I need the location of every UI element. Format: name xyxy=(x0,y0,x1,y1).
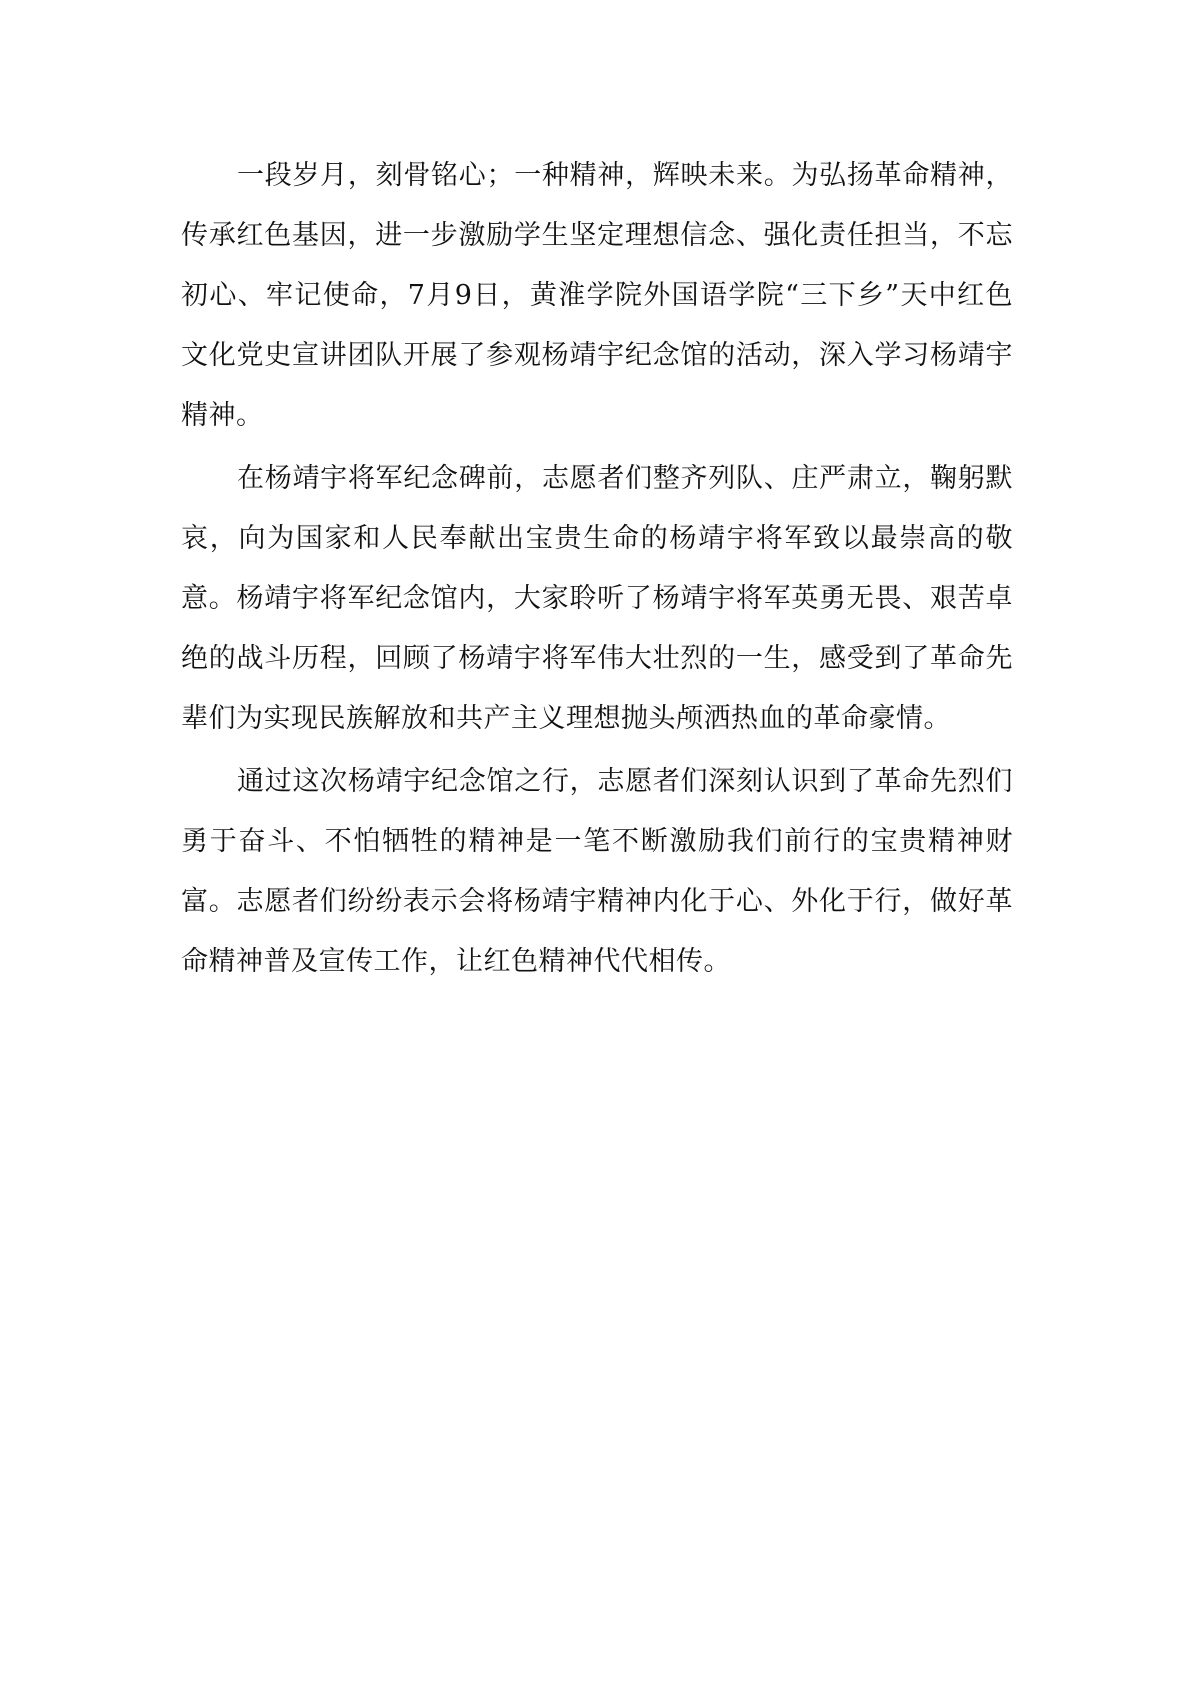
article-body xyxy=(181,146,1013,995)
paragraph-1: 一段岁月，刻骨铭心；一种精神，辉映未来。为弘扬革命精神，传承红色基因，进一步激励学生坚定理想信念、强化责任担当，不忘初心、牢记使命，7月9日，黄淮学院外国语学院“三下乡”天中红色文化党史宣讲团队开展了参观杨靖宇纪念馆的活动，深入学习杨靖宇精神。 xyxy=(181,160,1013,431)
paragraph-3: 通过这次杨靖宇纪念馆之行，志愿者们深刻认识到了革命先烈们勇于奋斗、不怕牺牲的精神是一笔不断激励我们前行的宝贵精神财富。志愿者们纷纷表示会将杨靖宇精神内化于心、外化于行，做好革命精神普及宣传工作，让红色精神代代相传。 xyxy=(181,766,1013,977)
paragraph-2: 在杨靖宇将军纪念碑前，志愿者们整齐列队、庄严肃立，鞠躬默哀，向为国家和人民奉献出宝贵生命的杨靖宇将军致以最崇高的敬意。杨靖宇将军纪念馆内，大家聆听了杨靖宇将军英勇无畏、艰苦卓绝的战斗历程，回顾了杨靖宇将军伟大壮烈的一生，感受到了革命先辈们为实现民族解放和共产主义理想抛头颅洒热血的革命豪情。 xyxy=(181,463,1013,734)
